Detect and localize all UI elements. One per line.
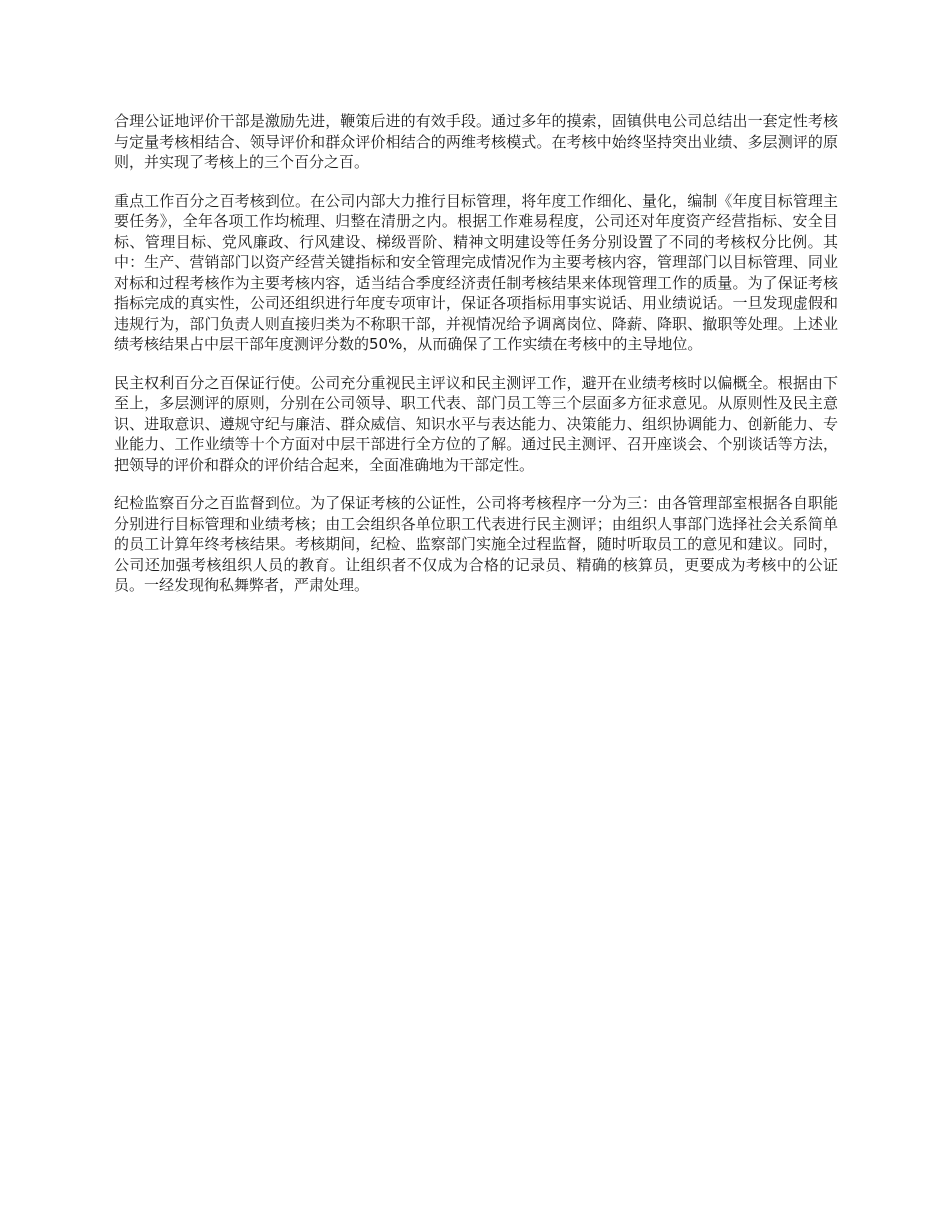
paragraph-intro: 合理公证地评价干部是激励先进，鞭策后进的有效手段。通过多年的摸索，固镇供电公司总结出一套定性考核与定量考核相结合、领导评价和群众评价相结合的两维考核模式。在考核中始终坚持突出业绩、多层测评的原则，并实现了考核上的三个百分之百。	[114, 112, 838, 171]
paragraph-supervision: 纪检监察百分之百监督到位。为了保证考核的公证性，公司将考核程序一分为三：由各管理部室根据各自职能分别进行目标管理和业绩考核；由工会组织各单位职工代表进行民主测评；由组织人事部门选择社会关系简单的员工计算年终考核结果。考核期间，纪检、监察部门实施全过程监督，随时听取员工的意见和建议。同时，公司还加强考核组织人员的教育。让组织者不仅成为合格的记录员、精确的核算员，更要成为考核中的公证员。一经发现徇私舞弊者，严肃处理。	[114, 494, 838, 594]
document-body	[114, 111, 838, 614]
paragraph-key-work: 重点工作百分之百考核到位。在公司内部大力推行目标管理，将年度工作细化、量化，编制《年度目标管理主要任务》，全年各项工作均梳理、归整在清册之内。根据工作难易程度，公司还对年度资产经营指标、安全目标、管理目标、党风廉政、行风建设、梯级晋阶、精神文明建设等任务分别设置了不同的考核权分比例。其中：生产、营销部门以资产经营关键指标和安全管理完成情况作为主要考核内容，管理部门以目标管理、同业对标和过程考核作为主要考核内容，适当结合季度经济责任制考核结果来体现管理工作的质量。为了保证考核指标完成的真实性，公司还组织进行年度专项审计，保证各项指标用事实说话、用业绩说话。一旦发现虚假和违规行为，部门负责人则直接归类为不称职干部，并视情况给予调离岗位、降薪、降职、撤职等处理。上述业绩考核结果占中层干部年度测评分数的50%，从而确保了工作实绩在考核中的主导地位。	[114, 191, 838, 353]
paragraph-democratic-rights: 民主权利百分之百保证行使。公司充分重视民主评议和民主测评工作，避开在业绩考核时以偏概全。根据由下至上，多层测评的原则，分别在公司领导、职工代表、部门员工等三个层面多方征求意见。从原则性及民主意识、进取意识、遵规守纪与廉洁、群众威信、知识水平与表达能力、决策能力、组织协调能力、创新能力、专业能力、工作业绩等十个方面对中层干部进行全方位的了解。通过民主测评、召开座谈会、个别谈话等方法，把领导的评价和群众的评价结合起来，全面准确地为干部定性。	[114, 373, 838, 474]
